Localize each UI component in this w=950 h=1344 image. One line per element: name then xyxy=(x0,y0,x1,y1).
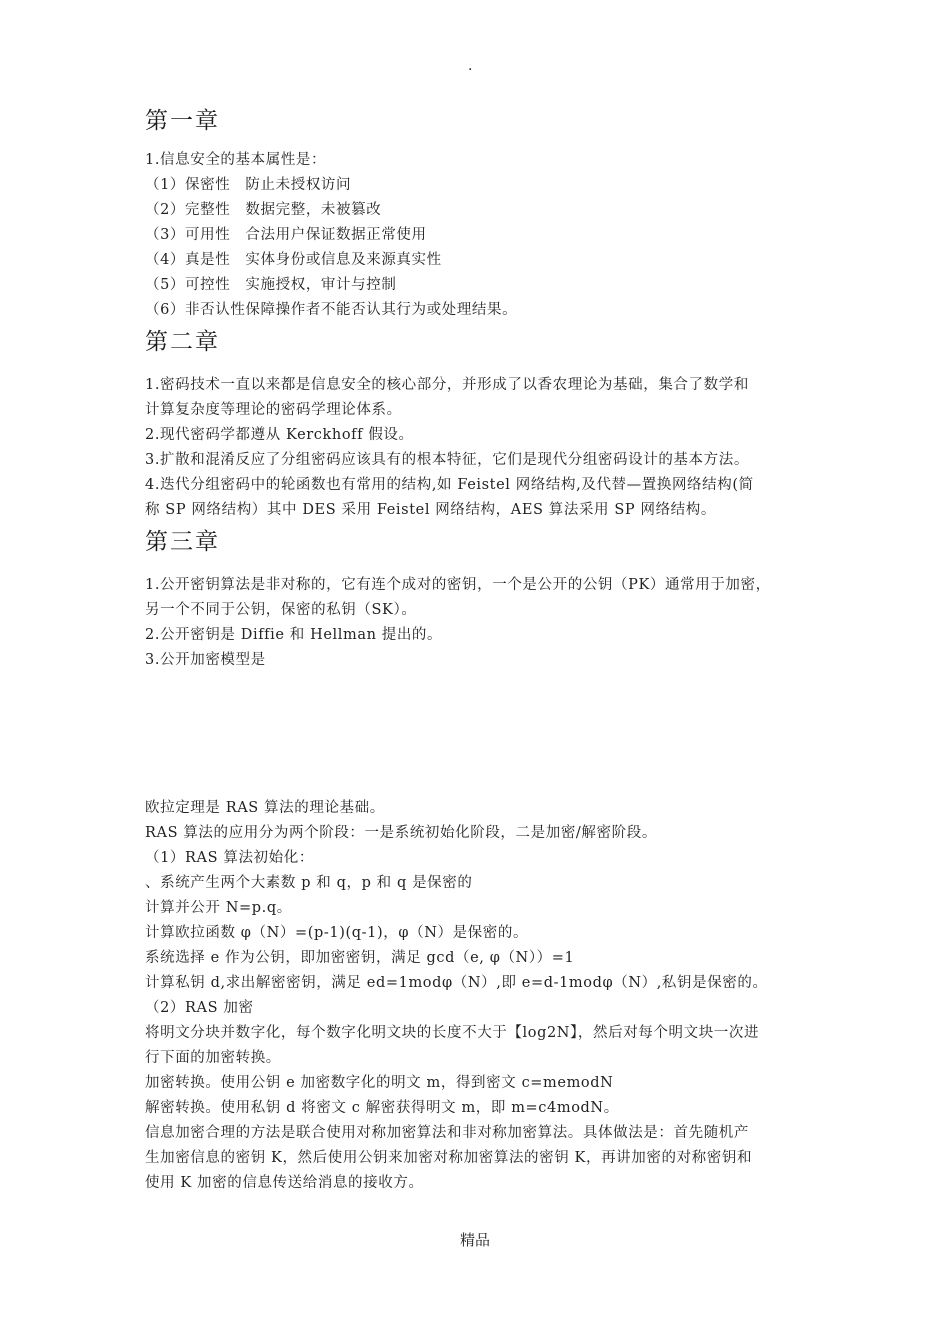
paragraph-line: 1.公开密钥算法是非对称的，它有连个成对的密钥，一个是公开的公钥（PK）通常用于加密， xyxy=(145,577,771,593)
paragraph-line: （1）保密性 防止未授权访问 xyxy=(145,177,352,193)
paragraph-line: 1.密码技术一直以来都是信息安全的核心部分，并形成了以香农理论为基础，集合了数学和 xyxy=(145,377,749,393)
paragraph-line: 将明文分块并数字化，每个数字化明文块的长度不大于【log2N】，然后对每个明文块一次进 xyxy=(145,1025,760,1041)
header-mark: . xyxy=(468,58,473,74)
page-footer: 精品 xyxy=(459,1231,490,1249)
chapter1-body xyxy=(145,148,825,323)
paragraph-line: 解密转换。使用私钥 d 将密文 c 解密获得明文 m，即 m=c4modN。 xyxy=(145,1100,619,1116)
paragraph-line: 加密转换。使用公钥 e 加密数字化的明文 m，得到密文 c=memodN xyxy=(145,1075,614,1091)
paragraph-line: RAS 算法的应用分为两个阶段：一是系统初始化阶段，二是加密/解密阶段。 xyxy=(145,825,657,841)
paragraph-line: 3.扩散和混淆反应了分组密码应该具有的根本特征，它们是现代分组密码设计的基本方法。 xyxy=(145,452,749,468)
rsa-section xyxy=(145,796,825,1196)
paragraph-line: （3）可用性 合法用户保证数据正常使用 xyxy=(145,227,427,243)
paragraph-line: 计算并公开 N=p.q。 xyxy=(145,900,292,916)
paragraph-line: 行下面的加密转换。 xyxy=(145,1050,281,1066)
paragraph-line: （4）真是性 实体身份或信息及来源真实性 xyxy=(145,252,442,268)
paragraph-line: 1.信息安全的基本属性是： xyxy=(145,152,327,168)
paragraph-line: （2）完整性 数据完整，未被篡改 xyxy=(145,202,382,218)
paragraph-line: 使用 K 加密的信息传送给消息的接收方。 xyxy=(145,1175,424,1191)
paragraph-line: （6）非否认性保障操作者不能否认其行为或处理结果。 xyxy=(145,302,518,318)
paragraph-line: 2.公开密钥是 Diffie 和 Hellman 提出的。 xyxy=(145,627,443,643)
paragraph-line: 、系统产生两个大素数 p 和 q，p 和 q 是保密的 xyxy=(145,875,473,891)
paragraph-line: 称 SP 网络结构）其中 DES 采用 Feistel 网络结构，AES 算法采用 SP 网络结构。 xyxy=(145,502,716,518)
paragraph-line: （5）可控性 实施授权，审计与控制 xyxy=(145,277,397,293)
chapter3-body xyxy=(145,573,825,673)
paragraph-line: 另一个不同于公钥，保密的私钥（SK）。 xyxy=(145,602,417,618)
paragraph-line: 3.公开加密模型是 xyxy=(145,652,266,668)
paragraph-line: 计算复杂度等理论的密码学理论体系。 xyxy=(145,402,402,418)
chapter3-title: 第三章 xyxy=(145,529,220,555)
paragraph-line: （2）RAS 加密 xyxy=(145,1000,254,1016)
paragraph-line: 计算欧拉函数 φ（N）=(p-1)(q-1)，φ（N）是保密的。 xyxy=(145,925,529,941)
chapter1-title: 第一章 xyxy=(145,108,220,134)
paragraph-line: 系统选择 e 作为公钥，即加密密钥，满足 gcd（e, φ（N））=1 xyxy=(145,950,575,966)
chapter2-body xyxy=(145,373,825,523)
paragraph-line: 4.迭代分组密码中的轮函数也有常用的结构,如 Feistel 网络结构,及代替—置换网络结构(简 xyxy=(145,477,754,493)
paragraph-line: 2.现代密码学都遵从 Kerckhoff 假设。 xyxy=(145,427,414,443)
paragraph-line: 生加密信息的密钥 K，然后使用公钥来加密对称加密算法的密钥 K，再讲加密的对称密钥和 xyxy=(145,1150,753,1166)
chapter2-title: 第二章 xyxy=(145,329,220,355)
paragraph-line: （1）RAS 算法初始化： xyxy=(145,850,314,866)
paragraph-line: 信息加密合理的方法是联合使用对称加密算法和非对称加密算法。具体做法是：首先随机产 xyxy=(145,1125,749,1141)
paragraph-line: 欧拉定理是 RAS 算法的理论基础。 xyxy=(145,800,385,816)
paragraph-line: 计算私钥 d,求出解密密钥，满足 ed=1modφ（N）,即 e=d-1modφ（N）,私钥是保密的。 xyxy=(145,975,768,991)
